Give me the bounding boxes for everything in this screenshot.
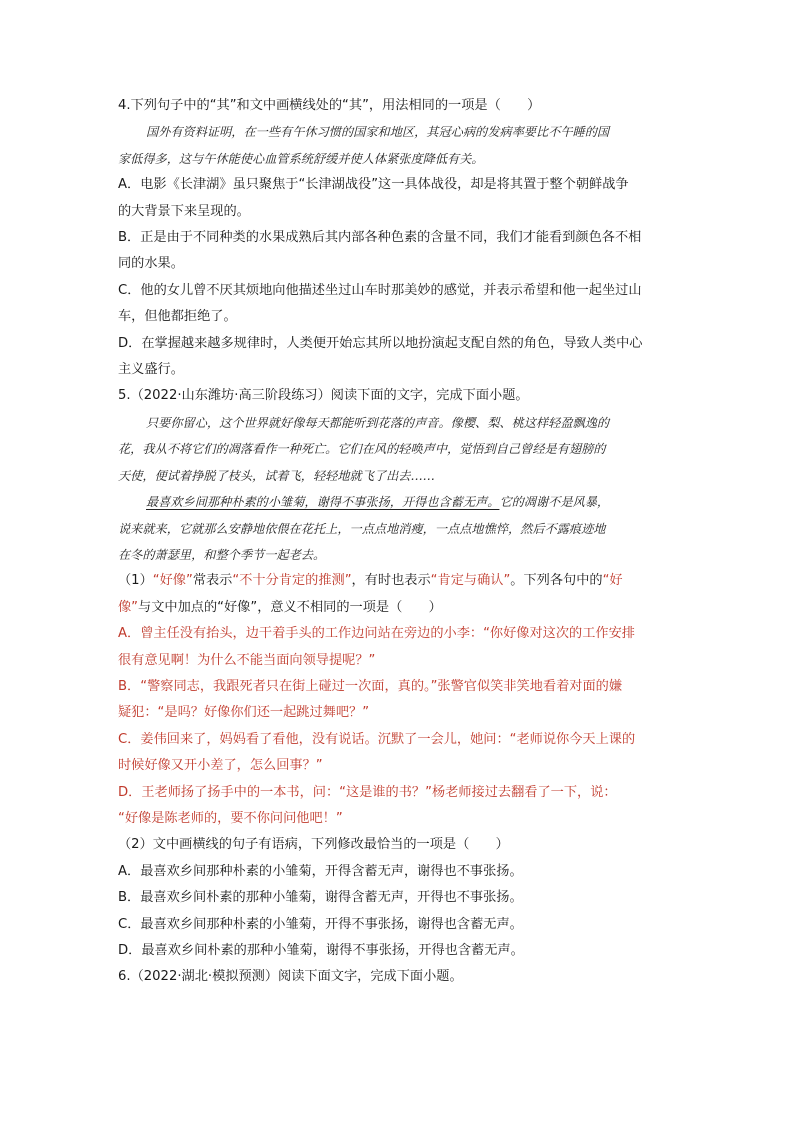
- q4-option-c-cont: 车，但他都拒绝了。: [118, 309, 237, 325]
- q4-option-b: B．正是由于不同种类的水果成熟后其内部各种色素的含量不同，我们才能看到颜色各不相: [118, 230, 642, 246]
- q6-stem: 6.（2022·湖北·模拟预测）阅读下面文字，完成下面小题。: [118, 969, 463, 985]
- q4-option-a-cont: 的大背景下来呈现的。: [118, 203, 250, 219]
- q5-sub1-stem-cont: 像”与文中加点的“好像”，意义不相同的一项是（ ）: [118, 599, 442, 615]
- q5-sub1-option-d-cont: “好像是陈老师的，要不你问问他吧！”: [118, 810, 343, 826]
- q4-option-d: D．在掌握越来越多规律时，人类便开始忘其所以地扮演起支配自然的角色，导致人类中心: [118, 335, 643, 351]
- q4-option-a: A．电影《长津湖》虽只聚焦于“长津湖战役”这一具体战役，却是将其置于整个朝鲜战争: [118, 177, 629, 193]
- q4-option-c: C．他的女儿曾不厌其烦地向他描述坐过山车时那美妙的感觉，并表示希望和他一起坐过山: [118, 282, 642, 298]
- q5-sub2-option-d: D．最喜欢乡间朴素的那种小雏菊，谢得不事张扬，开得也含蓄无声。: [118, 943, 524, 958]
- q5-sub2-option-c: C．最喜欢乡间那种朴素的小雏菊，开得不事张扬，谢得也含蓄无声。: [118, 916, 523, 932]
- q5-sub2-option-b: B．最喜欢乡间朴素的那种小雏菊，谢得含蓄无声，开得也不事张扬。: [118, 890, 523, 906]
- q5-sub1-option-b-cont: 疑犯：“是吗？好像你们还一起跳过舞吧？”: [118, 705, 370, 721]
- q4-passage: 国外有资料证明，在一些有午休习惯的国家和地区，其冠心病的发病率要比不午睡的国 家低得多，这与午休能使心血管系统舒缓并使人体紧张度降低有关。: [118, 125, 610, 166]
- q5-stem: 5.（2022·山东潍坊·高三阶段练习）阅读下面的文字，完成下面小题。: [118, 388, 529, 404]
- page-content: [118, 93, 678, 991]
- underlined-sentence: 最喜欢乡间那种朴素的小雏菊，谢得不事张扬，开得也含蓄无声。: [146, 495, 500, 510]
- q5-sub1-option-a-cont: 很有意见啊！为什么不能当面向领导提呢？”: [118, 652, 376, 668]
- q5-passage-2: 最喜欢乡间那种朴素的小雏菊，谢得不事张扬，开得也含蓄无声。它的凋谢不是风暴， 说来就来，它就那么安静地依偎在花托上，一点点地消瘦，一点点地憔悴，然后不露痕迹地 在冬的萧瑟里，和整个季节一起老去。: [118, 495, 610, 562]
- q5-sub2-option-a: A．最喜欢乡间那种朴素的小雏菊，开得含蓄无声，谢得也不事张扬。: [118, 863, 523, 879]
- q4-option-b-cont: 同的水果。: [118, 256, 184, 272]
- q4-option-d-cont: 主义盛行。: [118, 362, 184, 378]
- q5-sub1-option-a: A．曾主任没有抬头，边干着手头的工作边问站在旁边的小李：“你好像对这次的工作安排: [118, 626, 635, 642]
- q5-sub1-option-c: C．姜伟回来了，妈妈看了看他，没有说话。沉默了一会儿，她问：“老师说你今天上课的: [118, 731, 636, 747]
- q4-stem: 4.下列句子中的“其”和文中画横线处的“其”，用法相同的一项是（ ）: [118, 98, 541, 113]
- q5-sub1-option-c-cont: 时候好像又开小差了，怎么回事？”: [118, 758, 323, 774]
- q5-sub1-option-b: B．“警察同志，我跟死者只在街上碰过一次面，真的。”张警官似笑非笑地看着对面的嫌: [118, 678, 623, 694]
- q5-passage-1: 只要你留心，这个世界就好像每天都能听到花落的声音。像樱、梨、桃这样轻盈飘逸的 花，我从不将它们的凋落看作一种死亡。它们在风的轻唤声中，觉悟到自己曾经是有翅膀的 天使，便试着挣脱了枝头，试着飞，轻轻地就飞了出去……: [118, 415, 610, 483]
- q5-sub1-option-d: D．王老师扬了扬手中的一本书，问：“这是谁的书？”杨老师接过去翻看了一下，说：: [118, 784, 617, 800]
- q5-sub2-stem: （2）文中画横线的句子有语病，下列修改最恰当的一项是（ ）: [118, 837, 509, 853]
- q5-sub1-stem: （1）“好像”常表示“不十分肯定的推测”，有时也表示“肯定与确认”。下列各句中的“好: [118, 573, 623, 589]
